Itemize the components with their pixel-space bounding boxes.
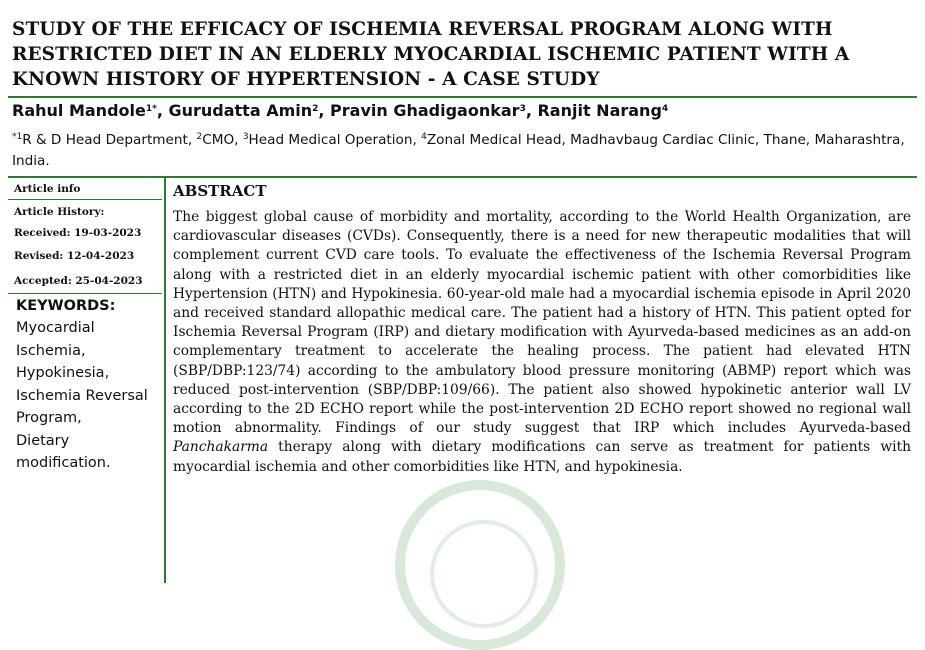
keyword-item: Myocardial Ischemia, bbox=[16, 320, 95, 359]
abstract-text-end: therapy along with dietary modifications can serve as treatment for patients with myocardial ischemia and other comorbidities like HTN, and hypokinesia. bbox=[173, 439, 911, 475]
affil-sup: *1 bbox=[12, 132, 23, 142]
author-sup: 1* bbox=[145, 104, 157, 114]
title-rule bbox=[8, 96, 917, 98]
author-name: Pravin Ghadigaonkar bbox=[330, 101, 520, 120]
affiliation: Zonal Medical Head, Madhavbaug Cardiac Clinic, Thane, Maharashtra, India. bbox=[12, 132, 905, 169]
affil-sup: 2 bbox=[196, 132, 203, 142]
author-sup: 4 bbox=[661, 104, 669, 114]
author-sup: 2 bbox=[312, 104, 319, 114]
author-name: Gurudatta Amin bbox=[168, 101, 313, 120]
affiliations: $^{*1}$R & D Head Department, $^2$CMO, $^3$Head Medical Operation, $^4$Zonal Medical Head, Madhavbaug Cardiac Clinic, Thane, Maharashtra, India. bbox=[12, 132, 905, 169]
keywords-list bbox=[8, 317, 162, 475]
author-name: Rahul Mandole bbox=[12, 101, 146, 120]
author-list: Rahul Mandole$^{1*}$, Gurudatta Amin$^2$, Pravin Ghadigaonkar$^3$, Ranjit Narang$^4$ bbox=[12, 101, 669, 120]
received-date: Received: 19-03-2023 bbox=[14, 227, 142, 239]
keyword-item: Ischemia Reversal Program, bbox=[16, 387, 148, 426]
accepted-date: Accepted: 25-04-2023 bbox=[8, 268, 162, 294]
keyword-item: Dietary modification. bbox=[16, 432, 111, 471]
affiliation: R & D Head Department bbox=[22, 132, 188, 148]
keywords-heading: KEYWORDS: bbox=[16, 298, 116, 314]
abstract-body bbox=[173, 208, 911, 477]
sidebar-article-info bbox=[8, 178, 162, 578]
abstract-text: The biggest global cause of morbidity and mortality, according to the World Health Organization, are cardiovascular diseases (CVDs). Consequently, there is a need for new therapeutic modalities that will complement current CVD care tools. To evaluate the effectiveness of the Ischemia Reversal Program along with a restricted diet in an elderly myocardial ischemic patient with other comorbidities like Hypertension (HTN) and Hypokinesia. 60-year-old male had a myocardial ischemia episode in April 2020 and received standard allopathic medical care. The patient had a history of HTN. This patient opted for Ischemia Reversal Program (IRP) and dietary modification with Ayurveda-based medicines as an add-on complementary treatment to accelerate the healing process. The patient had elevated HTN (SBP/DBP:123/74) according to the ambulatory blood pressure monitoring (ABMP) report which was reduced post-intervention (SBP/DBP:109/66). The patient also showed hypokinetic anterior wall LV according to the 2D ECHO report while the post-intervention 2D ECHO report showed no regional wall motion abnormality. Findings of our study suggest that IRP which includes Ayurveda-based bbox=[173, 209, 911, 437]
abstract-italic-term: Panchakarma bbox=[173, 439, 269, 456]
journal-seal-watermark-inner bbox=[430, 520, 538, 628]
author-name: Ranjit Narang bbox=[537, 101, 662, 120]
revised-date: Revised: 12-04-2023 bbox=[14, 250, 135, 262]
author-sup: 3 bbox=[519, 104, 526, 114]
affiliation: Head Medical Operation bbox=[248, 132, 413, 148]
abstract-heading: ABSTRACT bbox=[173, 182, 267, 200]
keyword-item: Hypokinesia, bbox=[16, 365, 110, 381]
article-history-label: Article History: bbox=[14, 206, 105, 218]
column-divider bbox=[164, 178, 166, 583]
affiliation: CMO bbox=[202, 132, 235, 148]
affil-sup: 4 bbox=[421, 132, 427, 142]
affil-sup: 3 bbox=[242, 132, 249, 142]
paper-title: STUDY OF THE EFFICACY OF ISCHEMIA REVERSAL PROGRAM ALONG WITH RESTRICTED DIET IN AN ELDERLY MYOCARDIAL ISCHEMIC PATIENT WITH A KNOWN HISTORY OF HYPERTENSION - A CASE STUDY bbox=[12, 19, 850, 90]
article-info-heading: Article info bbox=[8, 178, 162, 200]
